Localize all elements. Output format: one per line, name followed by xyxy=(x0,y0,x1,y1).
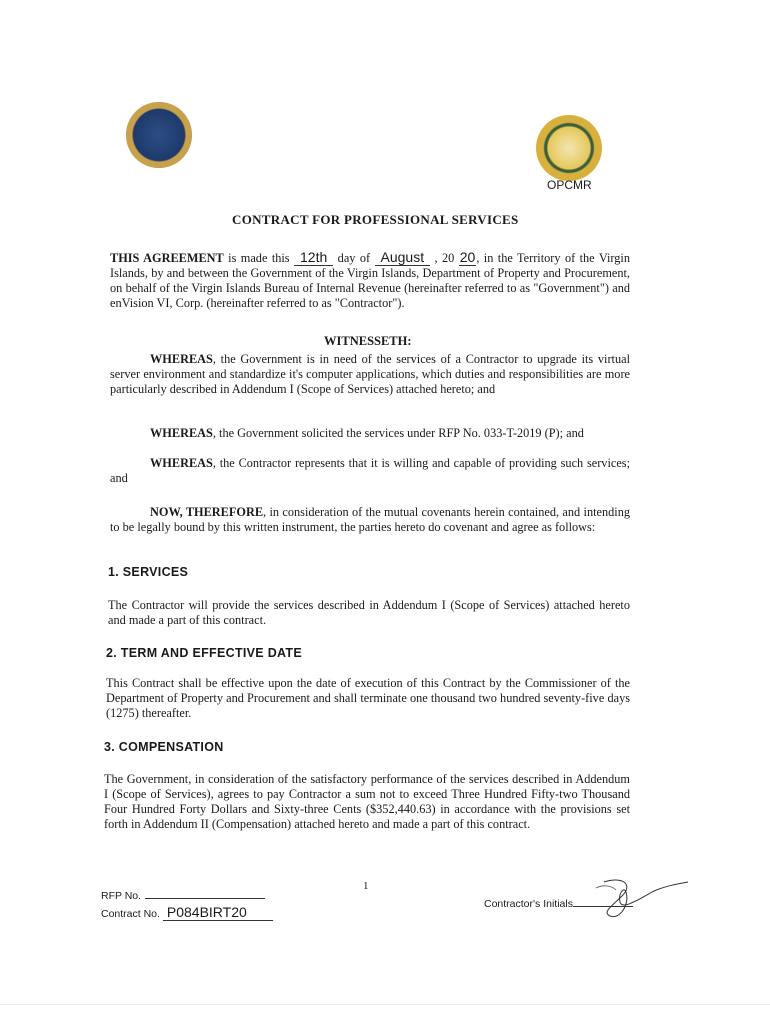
section-2-text: This Contract shall be effective upon the date of execution of this Contract by the Commissioner of the Department of Property and Procurement and shall terminate one thousand two hundred seventy-five days (1275) thereafter. xyxy=(106,676,630,720)
rfp-line: RFP No. xyxy=(101,890,265,902)
initials-line: Contractor's Initials xyxy=(484,898,633,910)
whereas-paragraph-1: WHEREAS, the Government is in need of the services of a Contractor to upgrade its virtual server environment and standardize it's computer applications, which duties and responsibilities are more particularly described in Addendum I (Scope of Services) attached hereto; and xyxy=(110,352,630,396)
section-3-heading: 3. COMPENSATION xyxy=(104,740,224,754)
day-field: 12th xyxy=(294,249,333,266)
section-1-heading: 1. SERVICES xyxy=(108,565,189,579)
whereas-paragraph-2: WHEREAS, the Government solicited the services under RFP No. 033-T-2019 (P); and xyxy=(150,426,584,440)
witnesseth-heading: WITNESSETH: xyxy=(324,334,412,348)
contract-number-value: P084BIRT20 xyxy=(163,904,273,921)
page-bottom-edge xyxy=(0,1004,770,1005)
page-number: 1 xyxy=(363,880,369,892)
contract-number-line: Contract No. P084BIRT20 xyxy=(101,904,273,920)
document-title: CONTRACT FOR PROFESSIONAL SERVICES xyxy=(232,212,519,227)
whereas-paragraph-3: WHEREAS, the Contractor represents that it is willing and capable of providing such services; and xyxy=(110,456,630,485)
government-seal-left xyxy=(126,102,192,168)
seal-caption: OPCMR xyxy=(547,178,592,192)
year-field: 20 xyxy=(459,249,476,265)
signature-icon xyxy=(582,874,692,922)
rfp-blank xyxy=(145,898,265,899)
month-field: August xyxy=(375,249,431,266)
section-3-text: The Government, in consideration of the satisfactory performance of the services described in Addendum I (Scope of Services), agrees to pay Contractor a sum not to exceed Three Hundred Fifty-two Thousand Four Hundred Forty Dollars and Sixty-three Cents ($352,440.63) in accordance with the provisions set forth in Addendum II (Compensation) attached hereto and made a part of this contract. xyxy=(104,772,630,831)
now-therefore-paragraph: NOW, THEREFORE, in consideration of the mutual covenants herein contained, and intending to be legally bound by this written instrument, the parties hereto do covenant and agree as follows: xyxy=(110,505,630,534)
section-1-text: The Contractor will provide the services described in Addendum I (Scope of Services) attached hereto and made a part of this contract. xyxy=(108,598,630,627)
agreement-lead: THIS AGREEMENT xyxy=(110,251,224,265)
agreement-paragraph: THIS AGREEMENT is made this 12th day of August , 20 20, in the Territory of the Virgin Islands, by and between the Government of the Virgin Islands, Department of Property and Procurement, on behalf of the Virgin Islands Bureau of Internal Revenue (hereinafter referred to as "Government") and enVision VI, Corp. (hereinafter referred to as "Contractor"). xyxy=(110,249,630,310)
opcmr-seal-right xyxy=(536,115,602,181)
section-2-heading: 2. TERM AND EFFECTIVE DATE xyxy=(106,646,303,660)
